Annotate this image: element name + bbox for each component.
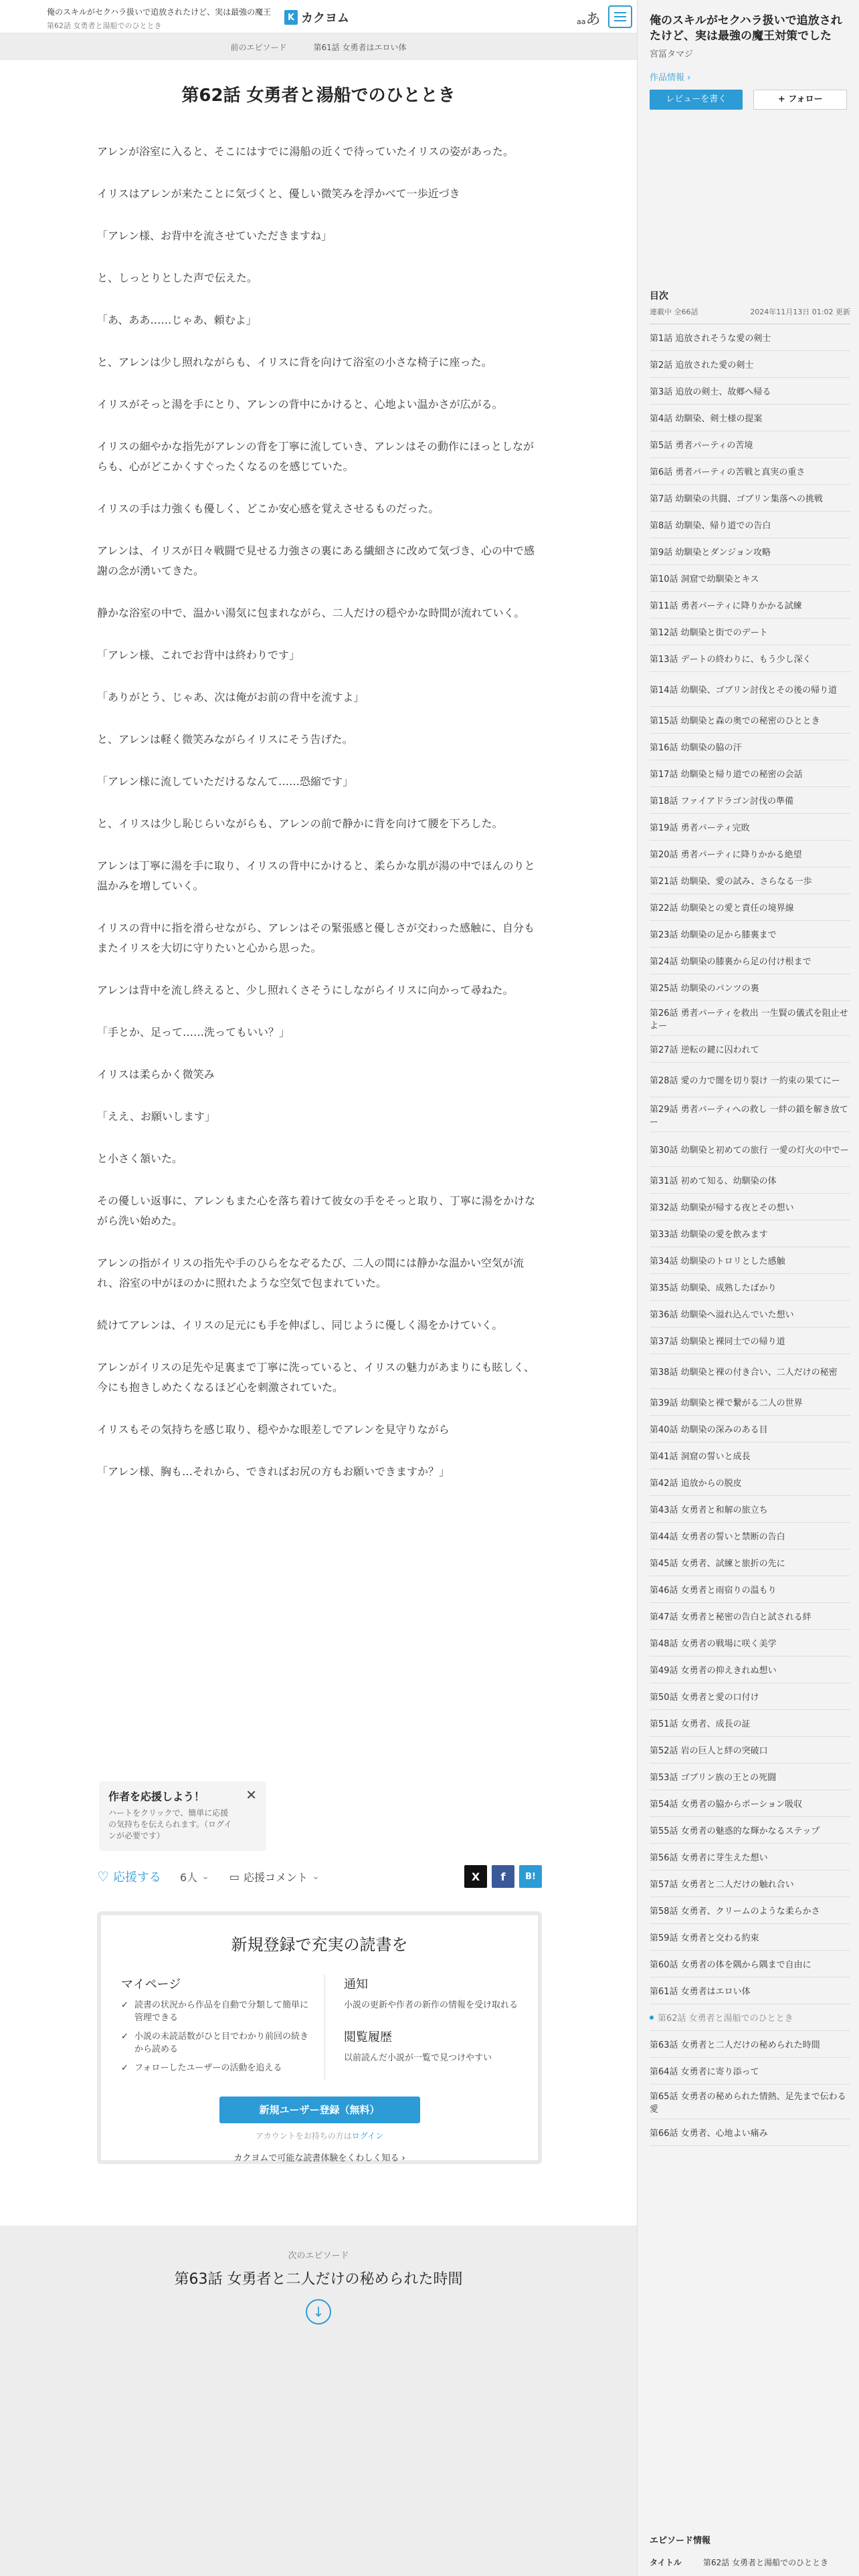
toc-episode-label: 第66話 女勇者、心地よい痛み [650, 2129, 768, 2139]
toc-episode-item[interactable] [650, 565, 850, 592]
toc-episode-item[interactable] [650, 1132, 850, 1167]
toc-episode-label: 第45話 女勇者、試練と旅折の先に [650, 1559, 785, 1569]
toc-episode-label: 第11話 勇者パーティに降りかかる試練 [650, 601, 802, 611]
toc-episode-item[interactable] [650, 458, 850, 485]
toc-episode-item[interactable] [650, 1496, 850, 1523]
toc-episode-item[interactable] [650, 1167, 850, 1194]
next-episode-section[interactable] [0, 2226, 637, 2576]
body-paragraph: 「アレン様に流していただけるなんて……恐縮です」 [97, 775, 353, 788]
body-paragraph: イリスは柔らかく微笑み [97, 1068, 215, 1081]
episode-actions [97, 1864, 542, 1889]
toc-episode-item[interactable] [650, 405, 850, 431]
follow-button[interactable]: + フォロー [753, 90, 847, 110]
prev-episode-link[interactable]: 前のエピソード [230, 42, 287, 52]
header-work-title[interactable]: 俺のスキルがセクハラ扱いで追放されたけど、実は最強の魔王 [47, 7, 272, 17]
logo-mark-icon: K [284, 10, 298, 25]
episode-info-value: 第62話 女勇者と湯船でのひととき [703, 2558, 829, 2567]
register-button[interactable]: 新規ユーザー登録（無料） [219, 2097, 420, 2123]
logo-text: カクヨム [301, 11, 349, 25]
toc-episode-label: 第37話 幼馴染と裸同士での帰り道 [650, 1337, 785, 1347]
toc-episode-label: 第33話 幼馴染の愛を飲みます [650, 1230, 768, 1240]
toc-episode-label: 第51話 女勇者、成長の証 [650, 1719, 751, 1729]
toc-episode-item[interactable] [650, 1924, 850, 1951]
signup-panel [97, 1911, 542, 2164]
learn-more-link[interactable]: カクヨムで可能な読書体験をくわしく知る › [233, 2153, 405, 2163]
body-paragraph: イリスがそっと湯を手にとり、アレンの背中にかけると、心地よい温かさが広がる。 [97, 398, 503, 411]
mypage-feature: ✓ フォローしたユーザーの活動を追える [121, 2062, 311, 2074]
toc-episode-item[interactable] [650, 619, 850, 645]
heart-icon: ♡ [97, 1868, 109, 1885]
font-toggle-prefix: aa [577, 17, 586, 26]
toc-episode-label: 第63話 女勇者と二人だけの秘められた時間 [650, 2040, 820, 2050]
work-info-link[interactable]: 作品情報 › [650, 73, 691, 83]
toc-episode-label: 第30話 幼馴染と初めての旅行 一愛の灯火の中でー [650, 1146, 849, 1156]
cheer-comment-label: 応援コメント [243, 1870, 308, 1884]
episode-title: 第62話 女勇者と湯船でのひととき [181, 86, 456, 106]
toc-episode-label: 第41話 洞窟の誓いと成長 [650, 1452, 751, 1462]
toc-episode-label: 第54話 女勇者の脇からポーション吸収 [650, 1800, 803, 1810]
toc-episode-label: 第28話 愛の力で闇を切り裂け 一約束の果てにー [650, 1076, 840, 1086]
toc-episode-item[interactable] [650, 1817, 850, 1844]
toc-episode-item[interactable] [650, 1763, 850, 1790]
kakuyomu-logo[interactable] [284, 9, 349, 26]
toc-episode-item[interactable] [650, 1327, 850, 1354]
body-paragraph: 「手とか、足って……洗ってもいい？」 [97, 1026, 290, 1039]
comment-icon: ▭ [229, 1870, 240, 1883]
toc-episode-label: 第21話 幼馴染、愛の試み、さらなる一歩 [650, 877, 812, 887]
main-content [0, 60, 637, 2576]
cheer-count[interactable]: 6人 [179, 1870, 198, 1884]
toc-episode-item[interactable] [650, 707, 850, 734]
body-paragraph: アレンが浴室に入ると、そこにはすでに湯船の近くで待っていたイリスの姿があった。 [97, 145, 514, 158]
toc-episode-item[interactable] [650, 974, 850, 1001]
body-paragraph: イリスの細やかな指先がアレンの背を丁寧に流していき、アレンはその動作にほっとしながらも、心がどこかくすぐったくなるのを感じていた。 [97, 440, 534, 473]
login-link[interactable]: ログイン [351, 2131, 384, 2141]
toc-episode-label: 第12話 幼馴染と街でのデート [650, 628, 768, 638]
toc-episode-item[interactable] [650, 1790, 850, 1817]
toc-episode-item[interactable] [650, 787, 850, 814]
font-size-toggle[interactable] [577, 8, 601, 29]
toc-episode-label: 第9話 幼馴染とダンジョン攻略 [650, 548, 771, 558]
mypage-feature: ✓ 読書の状況から作品を自動で分類して簡単に管理できる [121, 1999, 311, 2024]
toc-episode-item[interactable] [650, 351, 850, 378]
signup-title: 新規登録で充実の読書を [231, 1935, 408, 1954]
toc-episode-item[interactable] [650, 1737, 850, 1763]
toc-episode-item[interactable] [650, 1220, 850, 1247]
toc-episode-label: 第38話 幼馴染と裸の付き合い、二人だけの秘密 [650, 1368, 838, 1378]
toc-episode-label: 第8話 幼馴染、帰り道での告白 [650, 521, 771, 531]
toc-episode-label: 第65話 女勇者の秘められた情熱、足先まで伝わる愛 [650, 2091, 846, 2115]
toc-episode-label: 第50話 女勇者と愛の口付け [650, 1693, 759, 1703]
toc-episode-label: 第27話 逆転の鍵に囚われて [650, 1045, 759, 1055]
toc-episode-label: 第52話 岩の巨人と絆の突破口 [650, 1746, 768, 1756]
toc-episode-item[interactable] [650, 2031, 850, 2058]
mypage-feature: ✓ 小説の未読話数がひと目でわかり前回の続きから読める [121, 2030, 311, 2056]
toc-updated: 2024年11月13日 01:02 更新 [750, 308, 850, 316]
toc-episode-label: 第35話 幼馴染、成熟したばかり [650, 1283, 777, 1293]
support-tooltip [99, 1782, 266, 1851]
body-paragraph: アレンは、イリスが日々戦闘で見せる力強さの裏にある繊細さに改めて気づき、心の中で感謝の念が湧いてきた。 [97, 544, 535, 577]
toc-episode-item[interactable] [650, 1442, 850, 1469]
current-episode-dot-icon [650, 2016, 654, 2020]
toc-episode-item[interactable] [650, 1097, 850, 1132]
toc-episode-item[interactable] [650, 841, 850, 867]
support-tooltip-title: 作者を応援しよう！ [108, 1790, 205, 1803]
font-toggle-label: あ [585, 11, 601, 28]
toc-episode-label: 第59話 女勇者と交わる約束 [650, 1933, 759, 1943]
toc-episode-label: 第4話 幼馴染、剣士様の提案 [650, 414, 763, 424]
toc-episode-label: 第40話 幼馴染の深みのある目 [650, 1425, 768, 1435]
share-buttons [464, 1865, 542, 1888]
notify-text: 小説の更新や作者の新作の情報を受け取れる [343, 2000, 518, 2010]
body-paragraph: 続けてアレンは、イリスの足元にも手を伸ばし、同じように優しく湯をかけていく。 [97, 1319, 503, 1331]
episode-info [650, 2533, 850, 2568]
toc-episode-item[interactable] [650, 1063, 850, 1097]
toc-episode-label: 第48話 女勇者の戦場に咲く美学 [650, 1639, 777, 1649]
body-paragraph: アレンは丁寧に湯を手に取り、イリスの背中にかけると、柔らかな肌が湯の中でほんのりと温かみを増していく。 [97, 859, 535, 892]
body-paragraph: その優しい返事に、アレンもまた心を落ち着けて彼女の手をそっと取り、丁寧に湯をかけながら洗い始めた。 [97, 1194, 535, 1227]
toc-episode-item[interactable] [650, 2119, 850, 2146]
sidebar [637, 0, 859, 2576]
next-episode-label: 次のエピソード [288, 2251, 349, 2261]
toc-episode-item[interactable] [650, 1274, 850, 1301]
toc-episode-item[interactable] [650, 1710, 850, 1737]
toc-episode-label: 第26話 勇者パーティを救出 一生賢の儀式を阻止せよー [650, 1008, 848, 1031]
body-paragraph: と、アレンは軽く微笑みながらイリスにそう告げた。 [97, 733, 353, 746]
toc-episode-label: 第64話 女勇者に寄り添って [650, 2067, 759, 2077]
toc-episode-label: 第43話 女勇者と和解の旅立ち [650, 1505, 768, 1515]
toc-episode-item[interactable] [650, 2004, 850, 2031]
header-work-info[interactable] [47, 6, 274, 31]
episode-info-heading: エピソード情報 [650, 2536, 711, 2546]
toc-episode-item[interactable] [650, 1194, 850, 1220]
body-paragraph: と、しっとりとした声で伝えた。 [97, 272, 258, 284]
chevron-down-icon: ⌄ [312, 1871, 320, 1882]
toc-episode-label: 第5話 勇者パーティの苦境 [650, 441, 753, 451]
body-paragraph: アレンがイリスの足先や足裏まで丁寧に洗っていると、イリスの魅力があまりにも眩しく、今にも抱きしめたくなるほど心を刺激されていた。 [97, 1361, 535, 1394]
toc-episode-label: 第42話 追放からの脱皮 [650, 1479, 742, 1489]
toc-episode-item[interactable] [650, 1301, 850, 1327]
toc-status: 連載中 全66話 [650, 308, 698, 316]
toc-episode-item[interactable] [650, 1354, 850, 1389]
toc-episode-label: 第24話 幼馴染の膝裏から足の付け根まで [650, 957, 812, 967]
toc-episode-label: 第56話 女勇者に芽生えた想い [650, 1853, 768, 1863]
toc-episode-item[interactable] [650, 1951, 850, 1977]
notify-heading: 通知 [343, 1977, 368, 1992]
toc-episode-label: 第49話 女勇者の抑えきれぬ想い [650, 1666, 777, 1676]
toc-episode-item[interactable] [650, 894, 850, 921]
toc-episode-label: 第53話 ゴブリン族の王との死闘 [650, 1773, 777, 1783]
toc-episode-item[interactable] [650, 1001, 850, 1036]
toc-episode-label: 第6話 勇者パーティの苦戦と真実の重さ [650, 467, 805, 477]
body-paragraph: イリスもその気持ちを感じ取り、穏やかな眼差しでアレンを見守りながら [97, 1423, 450, 1436]
toc-episode-item[interactable] [650, 1870, 850, 1897]
next-episode-title[interactable]: 第63話 女勇者と二人だけの秘められた時間 [174, 2271, 463, 2288]
toc-episode-label: 第20話 勇者パーティに降りかかる絶望 [650, 850, 802, 860]
cheer-label: 応援する [112, 1870, 161, 1885]
toc-episode-item[interactable] [650, 1036, 850, 1063]
toc-episode-label: 第13話 デートの終わりに、もう少し深く [650, 655, 812, 665]
body-paragraph: アレンは背中を流し終えると、少し照れくさそうにしながらイリスに向かって尋ねた。 [97, 984, 514, 996]
toc-episode-item[interactable] [650, 512, 850, 538]
toc-episode-label: 第7話 幼馴染の共闘、ゴブリン集落への挑戦 [650, 494, 823, 504]
toc-episode-label: 第55話 女勇者の魅惑的な輝かなるステップ [650, 1826, 820, 1836]
toc-episode-label: 第44話 女勇者の誓いと禁断の告白 [650, 1532, 785, 1542]
body-paragraph: と、イリスは少し恥じらいながらも、アレンの前で静かに背を向けて腰を下ろした。 [97, 817, 503, 830]
body-paragraph: イリスはアレンが来たことに気づくと、優しい微笑みを浮かべて一歩近づき [97, 187, 460, 200]
share-hatena-icon[interactable]: B! [519, 1865, 542, 1888]
toc-episode-item[interactable] [650, 814, 850, 841]
write-review-button[interactable]: レビューを書く [650, 90, 743, 110]
toc-episode-label: 第10話 洞窟で幼馴染とキス [650, 574, 759, 584]
toc-episode-item[interactable] [650, 672, 850, 707]
toc-episode-label: 第1話 追放されそうな愛の剣士 [650, 334, 771, 344]
toc-episode-label: 第14話 幼馴染、ゴブリン討伐とその後の帰り道 [650, 685, 838, 695]
toc-episode-label: 第62話 女勇者と湯船でのひととき [658, 2014, 793, 2024]
toc-episode-item[interactable] [650, 734, 850, 760]
toc-episode-label: 第47話 女勇者と秘密の告白と試される絆 [650, 1612, 812, 1622]
history-text: 以前読んだ小説が一覧で見つけやすい [343, 2053, 492, 2063]
cheer-comment-button[interactable] [229, 1869, 320, 1885]
toc-episode-item[interactable] [650, 592, 850, 619]
toc-episode-item[interactable] [650, 1416, 850, 1442]
header-episode-title: 第62話 女勇者と湯船でのひととき [47, 21, 162, 30]
cheer-button[interactable] [97, 1868, 161, 1885]
table-of-contents [650, 289, 850, 2146]
toc-episode-label: 第23話 幼馴染の足から膝裏まで [650, 930, 777, 940]
toc-episode-item[interactable] [650, 1844, 850, 1870]
toc-episode-item[interactable] [650, 1389, 850, 1416]
toc-episode-label: 第39話 幼馴染と裸で繋がる二人の世界 [650, 1398, 803, 1408]
episode-info-key: タイトル [650, 2558, 682, 2567]
toc-episode-item[interactable] [650, 1630, 850, 1656]
toc-episode-item[interactable] [650, 1683, 850, 1710]
toc-episode-item[interactable] [650, 2058, 850, 2084]
toc-episode-label: 第60話 女勇者の体を隅から隅まで自由に [650, 1960, 812, 1970]
body-paragraph: 「アレン様、これでお背中は終わりです」 [97, 649, 300, 661]
toc-episode-label: 第46話 女勇者と雨宿りの温もり [650, 1586, 777, 1596]
toc-episode-label: 第61話 女勇者はエロい体 [650, 1987, 751, 1997]
body-paragraph: 「あ、ああ……じゃあ、頼むよ」 [97, 314, 257, 326]
body-paragraph: と、アレンは少し照れながらも、イリスに背を向けて浴室の小さな椅子に座った。 [97, 356, 492, 368]
toc-episode-label: 第34話 幼馴染のトロリとした感触 [650, 1257, 785, 1267]
toc-episode-label: 第18話 ファイアドラゴン討伐の準備 [650, 796, 794, 807]
toc-episode-label: 第17話 幼馴染と帰り道での秘密の会話 [650, 770, 803, 780]
toc-episode-label: 第29話 勇者パーティへの救し 一絆の鎖を解き放てー [650, 1104, 848, 1128]
body-paragraph: 「アレン様、お背中を流させていただきますね」 [97, 229, 332, 242]
body-paragraph: 「ありがとう、じゃあ、次は俺がお前の背中を流すよ」 [97, 691, 365, 704]
toc-episode-item[interactable] [650, 431, 850, 458]
toc-episode-item[interactable] [650, 1247, 850, 1274]
toc-episode-item[interactable] [650, 645, 850, 672]
toc-list [650, 324, 850, 2146]
toc-episode-item[interactable] [650, 485, 850, 512]
share-x-icon[interactable]: X [464, 1865, 487, 1888]
toc-episode-label: 第15話 幼馴染と森の奥での秘密のひととき [650, 716, 820, 726]
toc-episode-item[interactable] [650, 948, 850, 974]
close-icon[interactable]: ✕ [246, 1787, 257, 1803]
body-paragraph: イリスの手は力強くも優しく、どこか安心感を覚えさせるものだった。 [97, 502, 440, 515]
episode-body [97, 142, 542, 1504]
toc-episode-label: 第58話 女勇者、クリームのような柔らかさ [650, 1907, 820, 1917]
sidebar-author[interactable]: 宮冨タマジ [650, 49, 694, 60]
arrow-down-icon[interactable]: ↓ [306, 2299, 331, 2325]
toc-episode-label: 第3話 追放の剣士、故郷へ帰る [650, 387, 771, 397]
toc-episode-item[interactable] [650, 1549, 850, 1576]
toc-episode-item[interactable] [650, 867, 850, 894]
body-paragraph: アレンの指がイリスの指先や手のひらをなぞるたび、二人の間には静かな温かい空気が流れ、浴室の中がほのかに照れたような空気で包まれていた。 [97, 1257, 524, 1289]
chevron-down-icon[interactable]: ⌄ [201, 1871, 209, 1882]
toc-episode-item[interactable] [650, 921, 850, 948]
toc-episode-item[interactable] [650, 1523, 850, 1549]
toc-episode-item[interactable] [650, 1897, 850, 1924]
mypage-heading: マイページ [121, 1977, 181, 1992]
toc-episode-item[interactable] [650, 760, 850, 787]
toc-episode-item[interactable] [650, 1469, 850, 1496]
body-paragraph: イリスの背中に指を滑らせながら、アレンはその緊張感と優しさが交わった感触に、自分もまたイリスを大切に守りたいと心から思った。 [97, 922, 535, 954]
login-line [121, 2130, 518, 2141]
toc-episode-item[interactable] [650, 1977, 850, 2004]
toc-episode-item[interactable] [650, 538, 850, 565]
toc-episode-label: 第16話 幼馴染の脇の汗 [650, 743, 742, 753]
toc-episode-item[interactable] [650, 1656, 850, 1683]
toc-episode-label: 第19話 勇者パーティ完敗 [650, 823, 750, 833]
toc-heading: 目次 [650, 291, 668, 302]
toc-episode-item[interactable] [650, 2084, 850, 2119]
toc-episode-label: 第2話 追放された愛の剣士 [650, 360, 754, 370]
body-paragraph: 「アレン様、胸も…それから、できればお尻の方もお願いできますか？」 [97, 1465, 450, 1478]
toc-episode-label: 第25話 幼馴染のパンツの裏 [650, 984, 759, 994]
episode-nav-bar [0, 33, 637, 60]
toc-episode-label: 第36話 幼馴染へ溢れ込んでいた想い [650, 1310, 794, 1320]
toc-episode-item[interactable] [650, 1576, 850, 1603]
toc-episode-item[interactable] [650, 378, 850, 405]
toc-episode-item[interactable] [650, 1603, 850, 1630]
toc-episode-label: 第57話 女勇者と二人だけの触れ合い [650, 1880, 794, 1890]
menu-icon[interactable] [608, 5, 632, 28]
body-paragraph: 静かな浴室の中で、温かい湯気に包まれながら、二人だけの穏やかな時間が流れていく。 [97, 607, 525, 619]
share-facebook-icon[interactable]: f [492, 1865, 514, 1888]
toc-episode-label: 第22話 幼馴染との愛と責任の境界線 [650, 903, 794, 914]
login-prefix: アカウントをお持ちの方は [255, 2131, 352, 2141]
body-paragraph: と小さく頷いた。 [97, 1152, 183, 1165]
current-episode-indicator[interactable]: 第61話 女勇者はエロい体 [313, 42, 407, 52]
toc-episode-label: 第32話 幼馴染が帰する夜とその想い [650, 1203, 794, 1213]
history-heading: 閲覧履歴 [343, 2030, 392, 2044]
support-tooltip-body: ハートをクリックで、簡単に応援の気持ちを伝えられます。（ログインが必要です） [108, 1808, 232, 1840]
toc-episode-label: 第31話 初めて知る、幼馴染の体 [650, 1176, 777, 1186]
toc-episode-item[interactable] [650, 324, 850, 351]
sidebar-work-title[interactable]: 俺のスキルがセクハラ扱いで追放されたけど、実は最強の魔王対策でした [650, 14, 842, 43]
body-paragraph: 「ええ、お願いします」 [97, 1110, 215, 1123]
